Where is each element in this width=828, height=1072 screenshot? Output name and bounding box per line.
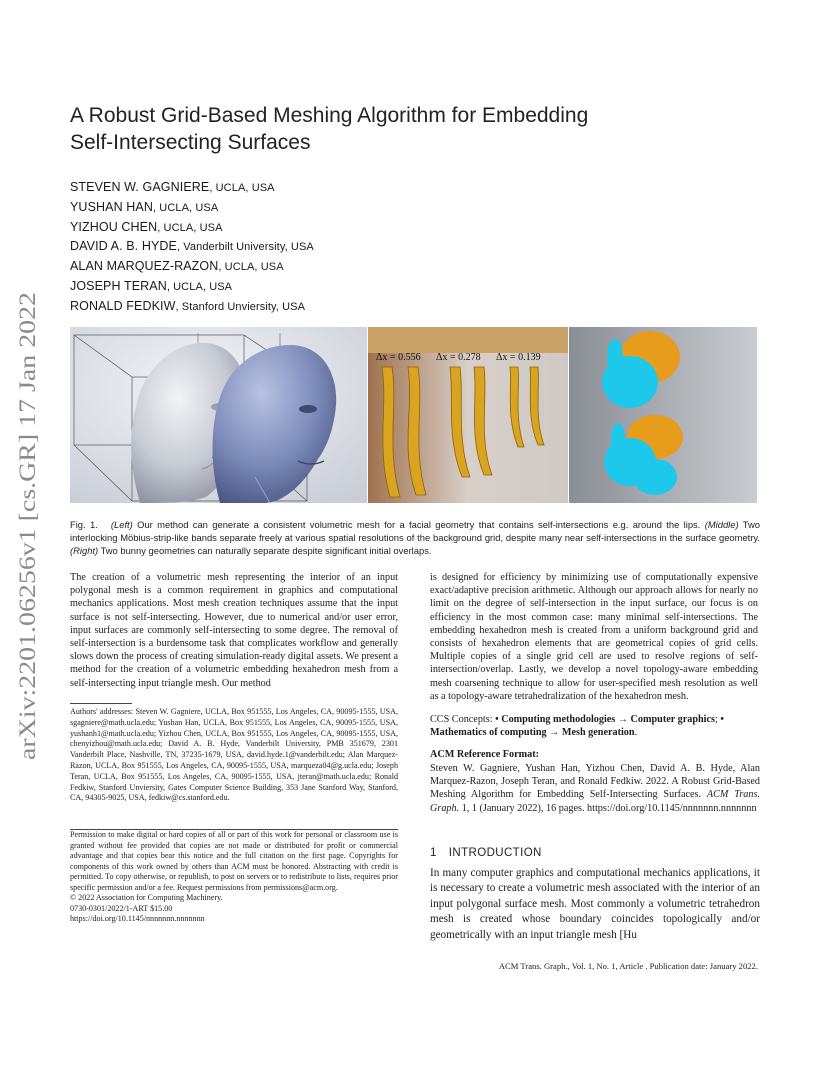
author-affiliation: , Vanderbilt University, USA <box>176 241 314 254</box>
author-name: STEVEN W. GAGNIERE <box>70 180 210 194</box>
footnote-divider <box>70 703 132 704</box>
dx-label-fine: Δx = 0.139 <box>496 352 541 363</box>
dx-label-coarse: Δx = 0.556 <box>376 352 421 363</box>
abstract-right-column: is designed for efficiency by minimizing use of computationally expensive exact/adaptive precision arithmetic. Although our approach allows for nearly no limit on the degree of self-intersection in the input surface, our focus is on efficiency in the most common case: many minimal self-intersections. The embedding hexahedron mesh is created from a uniform background grid and consists of hexahedron elements that are geometrical copies of grid cells. Multiple copies of a single grid cell are used to resolve regions of self-intersection/overlap. Lastly, we develop a novel topology-aware embedding mesh coarsening technique to allow for user-specified mesh resolution as well as a topology-aware tetrahedralization of the hexahedron mesh. <box>430 572 758 702</box>
author-list <box>70 178 690 317</box>
ccs-label: CCS Concepts: <box>430 714 496 725</box>
copyright-line: © 2022 Association for Computing Machinery. <box>70 893 223 902</box>
authors-addresses: Authors' addresses: Steven W. Gagniere, UCLA, Box 951555, Los Angeles, CA, 90095-1555, USA, sgagniere@math.ucla.edu; Yushan Han, UCLA, Box 951555, Los Angeles, CA, 90095-1555, USA, yushanh1@math.ucla.edu; Yizhou Chen, UCLA, Box 951555, Los Angeles, CA, 90095-1555, USA, chenyizhou@math.ucla.edu; David A. B. Hyde, Vanderbilt University, PMB 351679, 2301 Vanderbilt Place, Nashville, TN, 37235-1679, USA, david.hyde.1@vanderbilt.edu; Alan Marquez-Razon, UCLA, Box 951555, Los Angeles, CA, 90095-1555, USA, marqueza04@g.ucla.edu; Joseph Teran, UCLA, Box 951555, Los Angeles, CA, 90095-1555, USA, jteran@math.ucla.edu; Ronald Fedkiw, Stanford Unviersity, Gates Computer Science Building, 353 Jane Stanford Way, Stanford, CA, 94305-9025, USA, fedkiw@cs.stanford.edu. <box>70 707 398 803</box>
acm-reference <box>430 762 760 815</box>
acm-reference-journal: ACM Trans. Graph. <box>430 789 760 814</box>
doi-link[interactable]: https://doi.org/10.1145/nnnnnnn.nnnnnnn <box>70 914 205 923</box>
author-entry <box>70 237 690 257</box>
author-name: DAVID A. B. HYDE <box>70 239 177 254</box>
author-affiliation: , UCLA, USA <box>209 182 275 194</box>
ccs-concepts <box>430 713 760 739</box>
caption-right-tag: (Right) <box>70 545 99 556</box>
author-entry <box>70 178 690 198</box>
permission-text: Permission to make digital or hard copies of all or part of this work for personal or classroom use is granted without fee provided that copies are not made or distributed for profit or commercial advantage and that copies bear this notice and the full citation on the first page. Copyrights for components of this work owned by others than ACM must be honored. Abstracting with credit is permitted. To copy otherwise, or republish, to post on servers or to redistribute to lists, requires prior specific permission and/or a fee. Request permissions from permissions@acm.org. <box>70 830 398 892</box>
caption-middle-text: Two interlocking Möbius-strip-like bands separate freely at various spatial resolutions of the background grid, despite many near self-intersections in the surface geometry. <box>70 519 760 543</box>
title-line-2: Self-Intersecting Surfaces <box>70 131 311 154</box>
title-line-1: A Robust Grid-Based Meshing Algorithm for Embedding <box>70 104 589 127</box>
ccs-item-computer-graphics: • Computing methodologies → Computer graphics <box>495 714 715 725</box>
author-affiliation: , UCLA, USA <box>166 280 233 293</box>
caption-left-text: Our method can generate a consistent volumetric mesh for a facial geometry that contains self-intersections e.g. around the lips. <box>132 519 705 530</box>
ccs-item-mesh-generation: • Mathematics of computing → Mesh generation <box>430 714 724 739</box>
caption-middle-tag: (Middle) <box>704 519 739 530</box>
grid-resolution-labels <box>372 352 572 366</box>
caption-right-text: Two bunny geometries can naturally separate despite significant initial overlaps. <box>98 545 432 556</box>
abstract-left-column: The creation of a volumetric mesh representing the interior of an input polygonal mesh is a common requirement in graphics and computational mechanics applications. Most mesh creation techniques assume that the input surface is not self-intersecting. However, due to numerical and/or user error, input surfaces are commonly self-intersecting to some degree. The removal of self-intersection is a burdensome task that complicates workflow and generally slows down the process of creating simulation-ready digital assets. We present a method for the creation of a volumetric embedding hexahedron mesh from a self-intersecting input triangle mesh. Our method <box>70 572 398 689</box>
caption-label: Fig. 1. <box>70 519 98 530</box>
figure-caption <box>70 518 760 557</box>
arxiv-stamp-text: arXiv:2201.06256v1 [cs.GR] 17 Jan 2022 <box>15 374 40 760</box>
author-name: RONALD FEDKIW <box>70 298 176 313</box>
section-number: 1 <box>430 847 437 859</box>
author-entry <box>70 257 690 277</box>
running-footer: ACM Trans. Graph., Vol. 1, No. 1, Article . Publication date: January 2022. <box>498 961 758 971</box>
ccs-separator: ; <box>714 714 721 725</box>
author-affiliation: , UCLA, USA <box>218 261 284 274</box>
dx-label-medium: Δx = 0.278 <box>436 352 481 363</box>
author-name: JOSEPH TERAN <box>70 278 167 293</box>
caption-left-tag: (Left) <box>110 519 133 530</box>
acm-reference-text: Steven W. Gagniere, Yushan Han, Yizhou Chen, David A. B. Hyde, Alan Marquez-Razon, Joseph Teran, and Ronald Fedkiw. 2022. A Robust Grid-Based Meshing Algorithm for Embedding Self-Intersecting Surfaces. <box>430 763 760 801</box>
author-affiliation: , UCLA, USA <box>157 221 223 234</box>
arxiv-stamp <box>6 290 46 760</box>
author-name: YUSHAN HAN <box>70 199 153 214</box>
band-tops <box>368 327 568 353</box>
author-entry <box>70 297 690 317</box>
acm-reference-heading: ACM Reference Format: <box>430 749 539 760</box>
paper-title <box>70 102 690 156</box>
section-heading-introduction <box>430 847 542 859</box>
author-entry <box>70 218 690 238</box>
author-entry <box>70 198 690 218</box>
author-entry <box>70 277 690 297</box>
author-name: YIZHOU CHEN <box>70 219 158 234</box>
section-title: INTRODUCTION <box>448 847 542 859</box>
introduction-text: In many computer graphics and computational mechanics applications, it is necessary to create a volumetric mesh associated with the interior of an input polygonal surface mesh. Most commonly a volumetric tetrahedron mesh is created whose boundary coincides topologically and/or geometrically with an input triangle mesh [Hu <box>430 867 760 941</box>
issn-line: 0730-0301/2022/1-ART $15.00 <box>70 903 173 913</box>
author-name: ALAN MARQUEZ-RAZON <box>70 259 219 274</box>
ccs-end: . <box>634 727 638 739</box>
author-affiliation: , Stanford Unviersity, USA <box>175 300 306 313</box>
acm-reference-details: 1, 1 (January 2022), 16 pages. https://doi.org/10.1145/nnnnnnn.nnnnnnn <box>459 802 757 814</box>
author-affiliation: , UCLA, USA <box>152 201 219 214</box>
permission-notice <box>70 830 398 925</box>
